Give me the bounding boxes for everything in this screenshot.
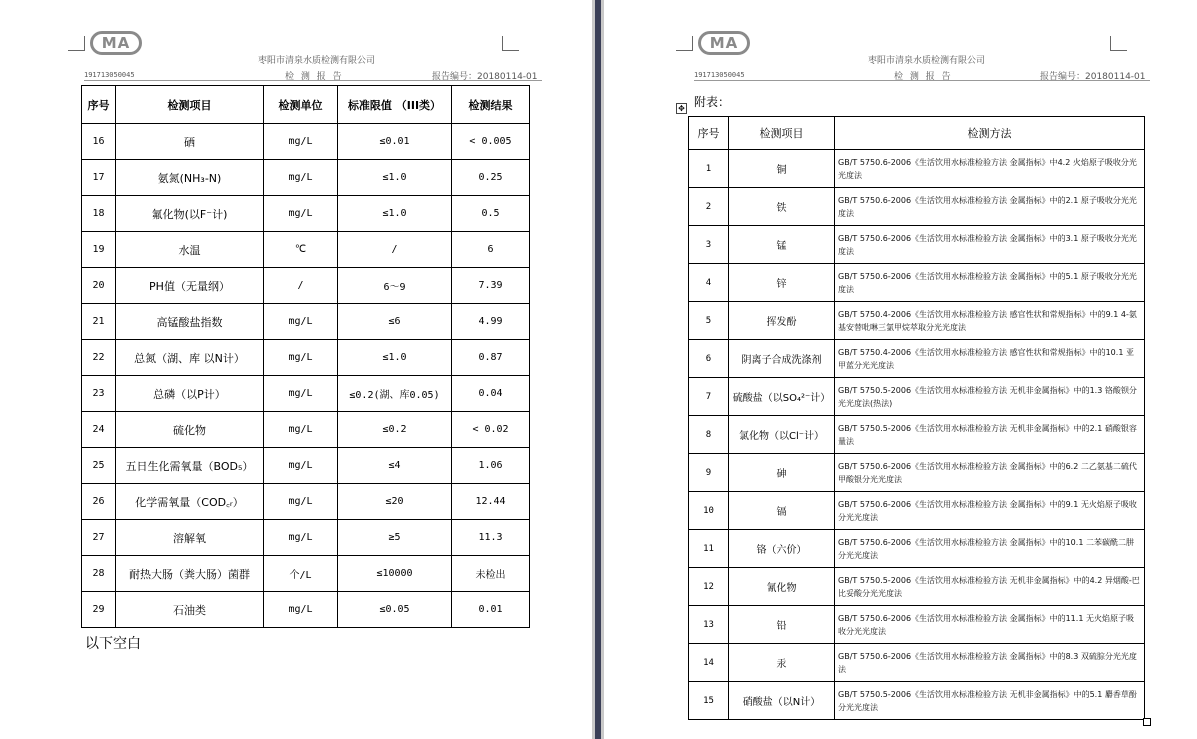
test-results-table [81,85,530,628]
cell-limit: ≤6 [338,304,452,340]
cell-unit: / [264,268,338,304]
report-title: 检 测 报 告 [285,72,344,82]
cell-method: GB/T 5750.5-2006《生活饮用水标准检验方法 无机非金属指标》中的4.2 异烟酸-巴比妥酸分光光度法 [835,568,1145,606]
appendix-label: 附表： [694,95,731,109]
table-row [689,682,1145,720]
cell-item: 硝酸盐（以N计） [729,682,835,720]
report-page-right [604,0,1197,739]
cell-item: 化学需氧量（COD꜀ᵣ） [116,484,264,520]
cell-no: 24 [82,412,116,448]
cell-no: 14 [689,644,729,682]
cell-item: 硫化物 [116,412,264,448]
cell-unit: mg/L [264,520,338,556]
cell-limit: ≤20 [338,484,452,520]
cma-logo: MA [90,31,142,55]
cell-no: 1 [689,150,729,188]
cell-item: 石油类 [116,592,264,628]
cell-unit: mg/L [264,376,338,412]
table-row [82,304,530,340]
cell-item: 氰化物 [729,568,835,606]
table-row [82,556,530,592]
cell-item: 耐热大肠（粪大肠）菌群 [116,556,264,592]
table-row [689,378,1145,416]
cell-limit: ≥5 [338,520,452,556]
cell-limit: ≤0.2(湖、库0.05) [338,376,452,412]
cell-item: 五日生化需氧量（BOD₅） [116,448,264,484]
table-row [82,232,530,268]
cell-no: 16 [82,124,116,160]
cell-limit: ≤4 [338,448,452,484]
table-row [689,416,1145,454]
table-row [689,530,1145,568]
cell-no: 27 [82,520,116,556]
cell-item: 总氮（湖、库 以N计） [116,340,264,376]
company-name: 枣阳市清泉水质检测有限公司 [868,56,986,66]
cell-no: 15 [689,682,729,720]
table-row [82,376,530,412]
cell-unit: mg/L [264,124,338,160]
cell-item: 硫酸盐（以SO₄²⁻计） [729,378,835,416]
cell-result: 6 [452,232,530,268]
cell-item: 锰 [729,226,835,264]
table-header-row [82,86,530,124]
cell-unit: 个/L [264,556,338,592]
cell-item: 溶解氧 [116,520,264,556]
cell-result: 11.3 [452,520,530,556]
cell-limit: ≤1.0 [338,160,452,196]
cell-no: 28 [82,556,116,592]
table-row [689,606,1145,644]
cell-result: 7.39 [452,268,530,304]
table-row [82,268,530,304]
table-row [689,264,1145,302]
document-id: 191713050045 [84,71,135,79]
table-header-row [689,117,1145,150]
table-row [689,226,1145,264]
cell-unit: mg/L [264,304,338,340]
cell-result: 未检出 [452,556,530,592]
move-icon[interactable]: ✥ [676,103,687,114]
cell-method: GB/T 5750.6-2006《生活饮用水标准检验方法 金属指标》中的9.1 无火焰原子吸收分光光度法 [835,492,1145,530]
cell-method: GB/T 5750.6-2006《生活饮用水标准检验方法 金属指标》中4.2 火焰原子吸收分光光度法 [835,150,1145,188]
cell-unit: mg/L [264,160,338,196]
cma-logo: MA [698,31,750,55]
header-no: 序号 [689,117,729,150]
cell-no: 4 [689,264,729,302]
cell-item: 总磷（以P计） [116,376,264,412]
cell-result: 0.04 [452,376,530,412]
cell-item: 氨氮(NH₃-N) [116,160,264,196]
cell-no: 21 [82,304,116,340]
table-row [82,412,530,448]
cell-no: 9 [689,454,729,492]
cell-no: 19 [82,232,116,268]
table-row [689,492,1145,530]
cell-item: PH值（无量纲） [116,268,264,304]
header-limit: 标准限值 （III类） [338,86,452,124]
cell-item: 氟化物(以F⁻计) [116,196,264,232]
cell-item: 铅 [729,606,835,644]
cell-limit: ≤0.05 [338,592,452,628]
company-name: 枣阳市清泉水质检测有限公司 [258,56,376,66]
cell-no: 26 [82,484,116,520]
cell-item: 氯化物（以Cl⁻计） [729,416,835,454]
blank-below-note: 以下空白 [85,636,141,652]
resize-handle-icon[interactable] [1143,718,1151,726]
document-id: 191713050045 [694,71,745,79]
cell-result: 12.44 [452,484,530,520]
table-row [82,160,530,196]
cell-no: 3 [689,226,729,264]
cell-method: GB/T 5750.6-2006《生活饮用水标准检验方法 金属指标》中的5.1 原子吸收分光光度法 [835,264,1145,302]
cell-no: 8 [689,416,729,454]
test-methods-table [688,116,1145,720]
table-row [689,150,1145,188]
cell-method: GB/T 5750.4-2006《生活饮用水标准检验方法 感官性状和常规指标》中的9.1 4-氨基安替吡啉三氯甲烷萃取分光光度法 [835,302,1145,340]
report-page-left [0,0,592,739]
cell-no: 7 [689,378,729,416]
header-result: 检测结果 [452,86,530,124]
cell-unit: mg/L [264,340,338,376]
cell-result: 0.87 [452,340,530,376]
cell-method: GB/T 5750.6-2006《生活饮用水标准检验方法 金属指标》中的11.1 无火焰原子吸收分光光度法 [835,606,1145,644]
cell-unit: mg/L [264,448,338,484]
cell-no: 25 [82,448,116,484]
table-row [82,592,530,628]
cell-method: GB/T 5750.6-2006《生活饮用水标准检验方法 金属指标》中的6.2 二乙氨基二硫代甲酸银分光光度法 [835,454,1145,492]
cell-method: GB/T 5750.4-2006《生活饮用水标准检验方法 感官性状和常规指标》中的10.1 亚甲蓝分光光度法 [835,340,1145,378]
page-divider-band [595,0,601,739]
cell-result: 0.5 [452,196,530,232]
cell-method: GB/T 5750.6-2006《生活饮用水标准检验方法 金属指标》中的3.1 原子吸收分光光度法 [835,226,1145,264]
cell-result: 1.06 [452,448,530,484]
table-row [82,196,530,232]
cell-method: GB/T 5750.6-2006《生活饮用水标准检验方法 金属指标》中的8.3 双硫腙分光光度法 [835,644,1145,682]
header-item: 检测项目 [729,117,835,150]
page-divider [592,0,604,739]
cell-item: 水温 [116,232,264,268]
cell-no: 12 [689,568,729,606]
header-item: 检测项目 [116,86,264,124]
cell-limit: ≤1.0 [338,340,452,376]
table-row [82,340,530,376]
cell-unit: mg/L [264,196,338,232]
cell-result: 0.25 [452,160,530,196]
cell-limit: ≤1.0 [338,196,452,232]
cell-unit: mg/L [264,592,338,628]
cell-no: 6 [689,340,729,378]
table-row [689,188,1145,226]
table-row [689,454,1145,492]
cell-limit: / [338,232,452,268]
cell-limit: ≤0.2 [338,412,452,448]
header-rule [84,80,542,81]
header-method: 检测方法 [835,117,1145,150]
cell-unit: ℃ [264,232,338,268]
header-rule [694,80,1150,81]
cell-no: 13 [689,606,729,644]
cell-no: 2 [689,188,729,226]
cell-item: 铬（六价） [729,530,835,568]
cell-unit: mg/L [264,484,338,520]
cell-method: GB/T 5750.6-2006《生活饮用水标准检验方法 金属指标》中的2.1 原子吸收分光光度法 [835,188,1145,226]
cell-result: 4.99 [452,304,530,340]
report-number: 报告编号：20180114-01 [432,72,538,82]
cell-no: 11 [689,530,729,568]
cell-no: 10 [689,492,729,530]
cell-item: 汞 [729,644,835,682]
test-methods-body [689,150,1145,720]
table-row [82,124,530,160]
cell-no: 20 [82,268,116,304]
cell-no: 29 [82,592,116,628]
table-row [689,568,1145,606]
cell-result: < 0.005 [452,124,530,160]
cell-no: 23 [82,376,116,412]
table-row [82,520,530,556]
cell-method: GB/T 5750.5-2006《生活饮用水标准检验方法 无机非金属指标》中的1.3 铬酸钡分光光度法(热法) [835,378,1145,416]
cell-limit: 6～9 [338,268,452,304]
table-row [689,302,1145,340]
cell-item: 硒 [116,124,264,160]
cell-method: GB/T 5750.5-2006《生活饮用水标准检验方法 无机非金属指标》中的5.1 麝香草酚分光光度法 [835,682,1145,720]
cell-item: 镉 [729,492,835,530]
table-row [689,644,1145,682]
cell-item: 砷 [729,454,835,492]
cell-item: 锌 [729,264,835,302]
header-unit: 检测单位 [264,86,338,124]
table-row [82,484,530,520]
cell-no: 22 [82,340,116,376]
cell-result: < 0.02 [452,412,530,448]
cell-item: 挥发酚 [729,302,835,340]
cell-limit: ≤10000 [338,556,452,592]
crop-mark-top-left [68,36,85,51]
cell-unit: mg/L [264,412,338,448]
cell-item: 高锰酸盐指数 [116,304,264,340]
cell-method: GB/T 5750.5-2006《生活饮用水标准检验方法 无机非金属指标》中的2.1 硝酸银容量法 [835,416,1145,454]
test-results-body [82,124,530,628]
cell-limit: ≤0.01 [338,124,452,160]
cell-no: 18 [82,196,116,232]
crop-mark-top-right [1110,36,1127,51]
cell-item: 铁 [729,188,835,226]
crop-mark-top-right [502,36,519,51]
report-title: 检 测 报 告 [894,72,953,82]
table-row [689,340,1145,378]
header-no: 序号 [82,86,116,124]
cell-item: 阴离子合成洗涤剂 [729,340,835,378]
cell-item: 铜 [729,150,835,188]
cell-method: GB/T 5750.6-2006《生活饮用水标准检验方法 金属指标》中的10.1 二苯碳酰二肼分光光度法 [835,530,1145,568]
crop-mark-top-left [676,36,693,51]
cell-no: 17 [82,160,116,196]
table-row [82,448,530,484]
cell-result: 0.01 [452,592,530,628]
report-number: 报告编号：20180114-01 [1040,72,1146,82]
cell-no: 5 [689,302,729,340]
